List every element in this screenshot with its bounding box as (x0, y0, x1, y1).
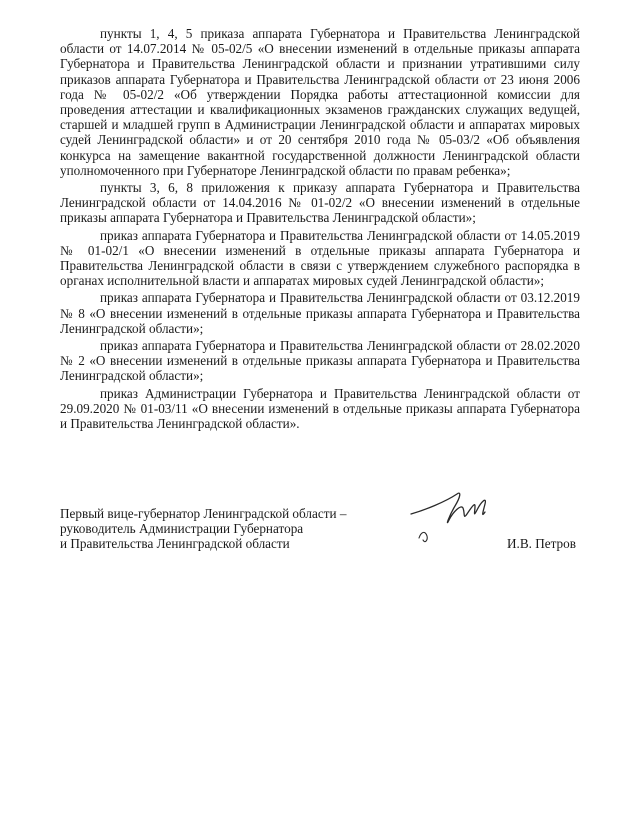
paragraph-3: приказ аппарата Губернатора и Правительства Ленинградской области от 14.05.2019 № 01-02/1 «О внесении изменений в отдельные приказы аппарата Губернатора и Правительства Ленинградской области в связи с утверждением служебного распорядка в органах исполнительной власти и аппаратах мировых судей Ленинградской области»; (60, 227, 580, 289)
signatory-name: И.В. Петров (507, 536, 576, 551)
signatory-title-line-2: руководитель Администрации Губернатора (60, 521, 304, 537)
paragraph-1: пункты 1, 4, 5 приказа аппарата Губернатора и Правительства Ленинградской области от 14.07.2014 № 05-02/5 «О внесении изменений в отдельные приказы аппарата Губернатора и Правительства Ленинградской области и признании утратившими силу приказов аппарата Губернатора и Правительства Ленинградской области от 23 июня 2006 года № 05-02/2 «Об утверждении Порядка работы аттестационной комиссии для проведения аттестации и квалификационных экзаменов гражданских служащих ведущей, старшей и младшей групп в Администрации Ленинградской области и аппаратах мировых судей Ленинградской области» и от 20 сентября 2010 года № 05-03/2 «Об объявления конкурса на замещение вакантной государственной должности Ленинградской области уполномоченного при Губернаторе Ленинградской области по правам ребенка»; (60, 26, 580, 178)
signatory-title-line-3: и Правительства Ленинградской области (60, 536, 290, 552)
paragraph-6: приказ Администрации Губернатора и Правительства Ленинградской области от 29.09.2020 № 01-03/11 «О внесении изменений в отдельные приказы аппарата Губернатора и Правительства Ленинградской области». (60, 385, 580, 432)
document-body (60, 26, 580, 431)
signatory-title-line-1: Первый вице-губернатор Ленинградской области – (60, 506, 347, 521)
handwritten-signature-icon (405, 480, 495, 550)
paragraph-4: приказ аппарата Губернатора и Правительства Ленинградской области от 03.12.2019 № 8 «О внесении изменений в отдельные приказы аппарата Губернатора и Правительства Ленинградской области»; (60, 290, 580, 336)
paragraph-5: приказ аппарата Губернатора и Правительства Ленинградской области от 28.02.2020 № 2 «О внесении изменений в отдельные приказы аппарата Губернатора и Правительства Ленинградской области»; (60, 338, 580, 384)
signatory-title (60, 506, 346, 552)
paragraph-2: пункты 3, 6, 8 приложения к приказу аппарата Губернатора и Правительства Ленинградской области от 14.04.2016 № 01-02/2 «О внесении изменений в отдельные приказы аппарата Губернатора и Правительства Ленинградской области»; (60, 180, 580, 226)
